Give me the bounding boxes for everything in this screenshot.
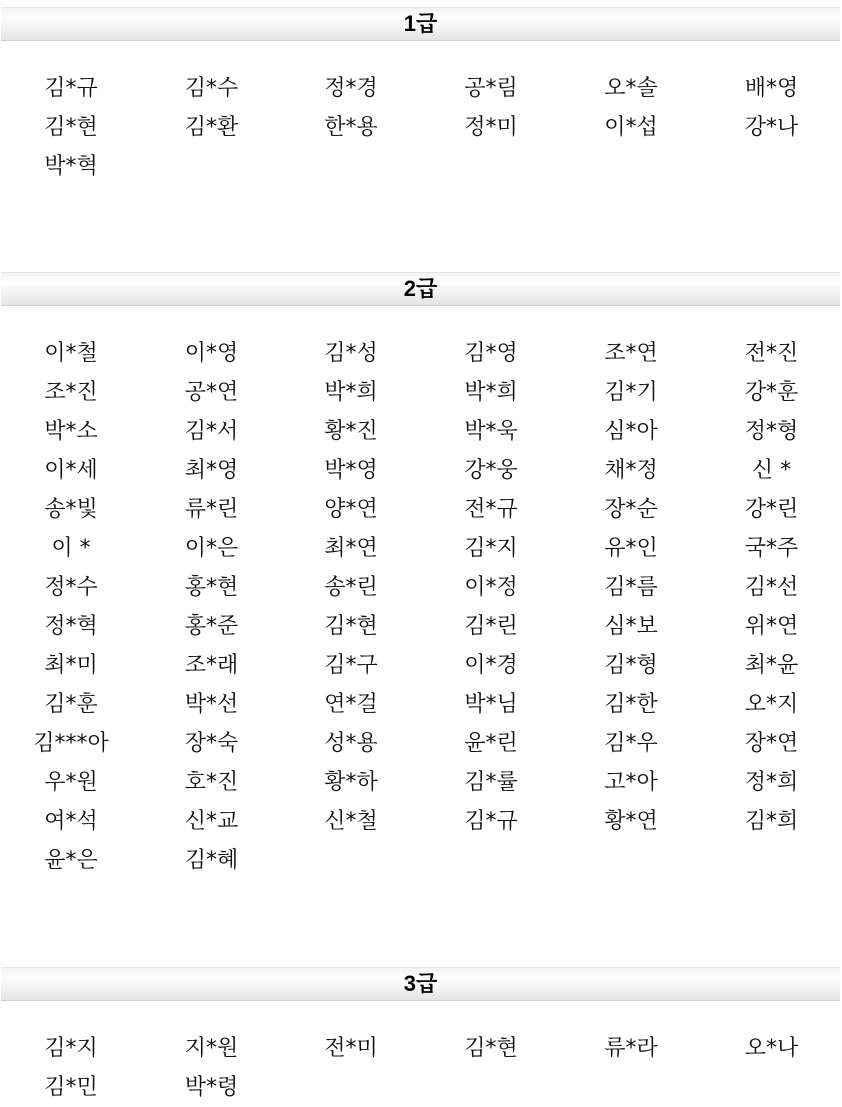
name-entry: 김*형 bbox=[604, 653, 658, 678]
name-entry: 최*연 bbox=[324, 536, 378, 561]
name-entry: 박*혁 bbox=[44, 154, 98, 179]
name-entry: 한*용 bbox=[324, 115, 378, 140]
name-entry: 김*지 bbox=[44, 1036, 98, 1061]
name-entry: 최*미 bbox=[44, 653, 98, 678]
name-entry: 김*구 bbox=[324, 653, 378, 678]
name-entry: 조*연 bbox=[604, 341, 658, 366]
name-entry: 김*름 bbox=[604, 575, 658, 600]
name-entry: 정*형 bbox=[744, 419, 799, 444]
name-entry: 지*원 bbox=[184, 1036, 239, 1061]
name-entry: 박*희 bbox=[464, 380, 518, 405]
name-entry: 송*빛 bbox=[44, 497, 98, 522]
name-entry: 강*웅 bbox=[464, 458, 518, 483]
name-entry: 장*순 bbox=[604, 497, 658, 522]
name-entry: 정*혁 bbox=[44, 614, 98, 639]
name-entry: 송*린 bbox=[324, 575, 378, 600]
name-entry: 김*훈 bbox=[44, 692, 98, 717]
name-entry: 조*래 bbox=[184, 653, 239, 678]
name-entry: 신 * bbox=[751, 458, 792, 483]
name-entry: 국*주 bbox=[744, 536, 799, 561]
name-entry: 김*린 bbox=[464, 614, 518, 639]
name-entry: 장*숙 bbox=[184, 731, 239, 756]
name-entry: 김*혜 bbox=[184, 848, 239, 873]
name-entry: 고*아 bbox=[604, 770, 658, 795]
name-entry: 신*교 bbox=[184, 809, 239, 834]
name-entry: 박*희 bbox=[324, 380, 378, 405]
name-entry: 윤*은 bbox=[44, 848, 98, 873]
name-entry: 신*철 bbox=[324, 809, 378, 834]
name-entry: 박*님 bbox=[464, 692, 518, 717]
name-entry: 김*기 bbox=[604, 380, 658, 405]
name-entry: 홍*현 bbox=[184, 575, 239, 600]
name-entry: 호*진 bbox=[184, 770, 239, 795]
name-entry: 정*희 bbox=[744, 770, 799, 795]
name-entry: 오*나 bbox=[744, 1036, 799, 1061]
name-entry: 채*정 bbox=[604, 458, 658, 483]
name-entry: 강*린 bbox=[744, 497, 799, 522]
name-entry: 이*철 bbox=[44, 341, 98, 366]
name-entry: 김*현 bbox=[464, 1036, 518, 1061]
grade-1-title: 1급 bbox=[403, 11, 438, 36]
name-entry: 김*지 bbox=[464, 536, 518, 561]
name-entry: 성*용 bbox=[324, 731, 378, 756]
name-entry: 이*은 bbox=[184, 536, 239, 561]
name-entry: 김*우 bbox=[604, 731, 658, 756]
name-entry: 김*현 bbox=[44, 115, 98, 140]
grade-1-name-list bbox=[0, 69, 842, 186]
name-entry: 이*영 bbox=[184, 341, 239, 366]
name-entry: 박*소 bbox=[44, 419, 98, 444]
name-entry: 심*아 bbox=[604, 419, 658, 444]
name-entry: 조*진 bbox=[44, 380, 98, 405]
grade-1-header bbox=[1, 7, 840, 41]
name-entry: 김*규 bbox=[464, 809, 518, 834]
name-entry: 박*영 bbox=[324, 458, 378, 483]
name-entry: 류*라 bbox=[604, 1036, 658, 1061]
name-entry: 정*수 bbox=[44, 575, 98, 600]
name-entry: 김*률 bbox=[464, 770, 518, 795]
name-entry: 정*미 bbox=[464, 115, 518, 140]
name-entry: 연*걸 bbox=[324, 692, 378, 717]
name-entry: 전*미 bbox=[324, 1036, 378, 1061]
name-entry: 김*영 bbox=[464, 341, 518, 366]
name-entry: 최*윤 bbox=[744, 653, 799, 678]
name-entry: 오*솔 bbox=[604, 76, 658, 101]
name-entry: 전*진 bbox=[744, 341, 799, 366]
name-entry: 박*욱 bbox=[464, 419, 518, 444]
name-entry: 이*세 bbox=[44, 458, 98, 483]
name-entry: 황*진 bbox=[324, 419, 378, 444]
name-entry: 김*수 bbox=[184, 76, 239, 101]
name-entry: 심*보 bbox=[604, 614, 658, 639]
name-entry: 공*연 bbox=[184, 380, 239, 405]
name-entry: 황*하 bbox=[324, 770, 378, 795]
name-entry: 김*민 bbox=[44, 1075, 98, 1100]
grade-2-name-list bbox=[0, 334, 842, 880]
name-entry: 우*원 bbox=[44, 770, 98, 795]
grade-3-name-list bbox=[0, 1029, 842, 1107]
name-entry: 이 * bbox=[51, 536, 91, 561]
name-entry: 공*림 bbox=[464, 76, 518, 101]
name-entry: 여*석 bbox=[44, 809, 98, 834]
name-entry: 김*환 bbox=[184, 115, 239, 140]
name-entry: 위*연 bbox=[744, 614, 799, 639]
name-entry: 홍*준 bbox=[184, 614, 239, 639]
name-entry: 강*나 bbox=[744, 115, 799, 140]
name-entry: 정*경 bbox=[324, 76, 378, 101]
name-entry: 오*지 bbox=[744, 692, 799, 717]
name-entry: 황*연 bbox=[604, 809, 658, 834]
name-entry: 김*성 bbox=[324, 341, 378, 366]
name-entry: 전*규 bbox=[464, 497, 518, 522]
name-entry: 유*인 bbox=[604, 536, 658, 561]
name-entry: 양*연 bbox=[324, 497, 378, 522]
name-entry: 이*경 bbox=[464, 653, 518, 678]
name-entry: 장*연 bbox=[744, 731, 799, 756]
name-entry: 김*현 bbox=[324, 614, 378, 639]
name-entry: 이*섭 bbox=[604, 115, 658, 140]
name-entry: 류*린 bbox=[184, 497, 239, 522]
name-entry: 박*령 bbox=[184, 1075, 239, 1100]
name-entry: 김*서 bbox=[184, 419, 239, 444]
name-entry: 강*훈 bbox=[744, 380, 799, 405]
grade-3-header bbox=[1, 967, 840, 1001]
name-entry: 이*정 bbox=[464, 575, 518, 600]
name-entry: 최*영 bbox=[184, 458, 239, 483]
name-entry: 김*규 bbox=[44, 76, 98, 101]
name-entry: 박*선 bbox=[184, 692, 239, 717]
grade-2-header bbox=[1, 272, 840, 306]
name-entry: 김*선 bbox=[744, 575, 799, 600]
name-entry: 김*희 bbox=[744, 809, 799, 834]
name-entry: 윤*린 bbox=[464, 731, 518, 756]
name-entry: 김*한 bbox=[604, 692, 658, 717]
name-entry: 김***아 bbox=[33, 731, 109, 756]
name-entry: 배*영 bbox=[744, 76, 799, 101]
grade-2-title: 2급 bbox=[403, 276, 438, 301]
grade-3-title: 3급 bbox=[403, 971, 438, 996]
